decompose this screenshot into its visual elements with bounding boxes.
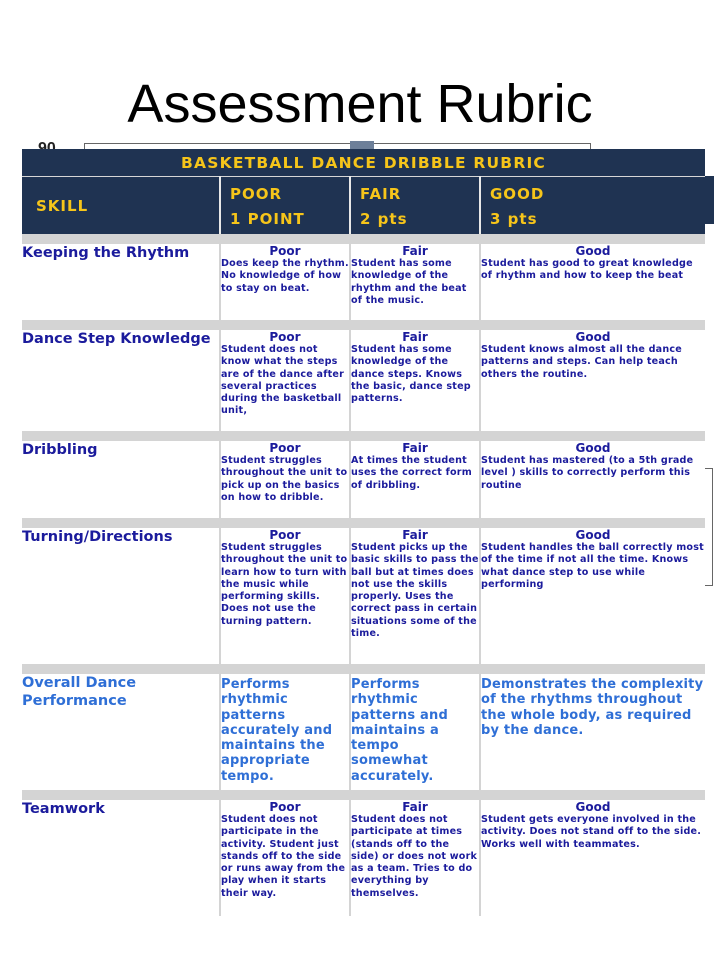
level-title: Fair — [402, 441, 428, 455]
rubric-title: BASKETBALL DANCE DRIBBLE RUBRIC — [22, 149, 705, 177]
skill-name: Dance Step Knowledge — [22, 330, 220, 431]
skill-name: Teamwork — [22, 800, 220, 916]
level-title: Good — [575, 330, 611, 344]
skill-name: Dribbling — [22, 441, 220, 518]
fair-cell — [350, 800, 480, 916]
table-row — [22, 800, 705, 916]
level-description: Student does not participate at times (stands off to the side) or does not work as a team. Tries to do everything by themselves. — [351, 814, 478, 899]
good-cell — [480, 441, 705, 518]
level-title: Poor — [269, 244, 301, 258]
rubric-header-row — [22, 177, 705, 235]
good-cell — [480, 528, 705, 664]
level-description: Student gets everyone involved in the activity. Does not stand off to the side. Works well with teammates. — [481, 814, 702, 850]
level-title: Fair — [402, 330, 428, 344]
level-title: Poor — [269, 800, 301, 814]
header-poor-label: POOR — [230, 185, 283, 203]
poor-cell — [220, 800, 350, 916]
row-separator — [22, 664, 705, 674]
level-description: At times the student uses the correct form of dribbling. — [351, 455, 472, 491]
poor-cell — [220, 674, 350, 790]
fair-cell — [350, 528, 480, 664]
header-poor — [220, 177, 350, 235]
header-fair-label: FAIR — [360, 185, 402, 203]
row-separator — [22, 790, 705, 800]
row-separator — [22, 234, 705, 244]
header-good-points: 3 pts — [490, 210, 538, 228]
level-description: Student knows almost all the dance patterns and steps. Can help teach others the routine. — [481, 344, 682, 380]
background-header-extension — [704, 176, 714, 224]
fair-cell — [350, 674, 480, 790]
rubric-table — [22, 149, 705, 916]
rubric-title-row — [22, 149, 705, 177]
good-cell — [480, 330, 705, 431]
level-title: Poor — [269, 528, 301, 542]
fair-cell — [350, 441, 480, 518]
level-description: Student has some knowledge of the rhythm and the beat of the music. — [351, 258, 467, 306]
good-cell — [480, 674, 705, 790]
slide-title: Assessment Rubric — [127, 74, 593, 134]
level-title: Fair — [402, 244, 428, 258]
row-separator — [22, 431, 705, 441]
level-description: Does keep the rhythm. No knowledge of how to stay on beat. — [221, 258, 349, 294]
header-good-label: GOOD — [490, 185, 545, 203]
level-description: Demonstrates the complexity of the rhythms throughout the whole body, as required by the dance. — [481, 677, 704, 738]
good-cell — [480, 244, 705, 320]
header-fair — [350, 177, 480, 235]
level-description: Student does not know what the steps are of the dance after several practices during the basketball unit, — [221, 344, 344, 417]
level-description: Student has mastered (to a 5th grade level ) skills to correctly perform this routine — [481, 455, 694, 491]
level-title: Poor — [269, 330, 301, 344]
header-good — [480, 177, 705, 235]
level-description: Student handles the ball correctly most of the time if not all the time. Knows what dance step to use while performing — [481, 542, 704, 590]
level-title: Fair — [402, 528, 428, 542]
skill-name: Overall Dance Performance — [22, 674, 220, 790]
table-row — [22, 528, 705, 664]
table-row — [22, 441, 705, 518]
table-row — [22, 674, 705, 790]
level-title: Good — [575, 441, 611, 455]
header-poor-points: 1 POINT — [230, 210, 305, 228]
level-description: Student picks up the basic skills to pass the ball but at times does not use the skills properly. Uses the correct pass in certain situations some of the time. — [351, 542, 479, 640]
row-separator — [22, 518, 705, 528]
poor-cell — [220, 330, 350, 431]
skill-name: Keeping the Rhythm — [22, 244, 220, 320]
good-cell — [480, 800, 705, 916]
level-description: Student has some knowledge of the dance steps. Knows the basic, dance step patterns. — [351, 344, 471, 405]
fair-cell — [350, 244, 480, 320]
fair-cell — [350, 330, 480, 431]
header-fair-points: 2 pts — [360, 210, 408, 228]
poor-cell — [220, 244, 350, 320]
level-title: Poor — [269, 441, 301, 455]
level-title: Good — [575, 244, 611, 258]
skill-name: Turning/Directions — [22, 528, 220, 664]
level-description: Student struggles throughout the unit to pick up on the basics on how to dribble. — [221, 455, 348, 503]
row-separator — [22, 320, 705, 330]
level-description: Student has good to great knowledge of rhythm and how to keep the beat — [481, 258, 693, 282]
header-skill: SKILL — [22, 177, 220, 235]
level-description: Student does not participate in the activity. Student just stands off to the side or runs away from the play when it starts their way. — [221, 814, 346, 899]
level-description: Performs rhythmic patterns and maintains a tempo somewhat accurately. — [351, 677, 448, 784]
level-title: Fair — [402, 800, 428, 814]
level-title: Good — [575, 800, 611, 814]
table-row — [22, 244, 705, 320]
table-row — [22, 330, 705, 431]
background-frame-right — [704, 468, 713, 586]
level-title: Good — [575, 528, 611, 542]
level-description: Performs rhythmic patterns accurately and maintains the appropriate tempo. — [221, 677, 333, 784]
poor-cell — [220, 528, 350, 664]
poor-cell — [220, 441, 350, 518]
level-description: Student struggles throughout the unit to learn how to turn with the music while performing skills. Does not use the turning pattern. — [221, 542, 348, 627]
